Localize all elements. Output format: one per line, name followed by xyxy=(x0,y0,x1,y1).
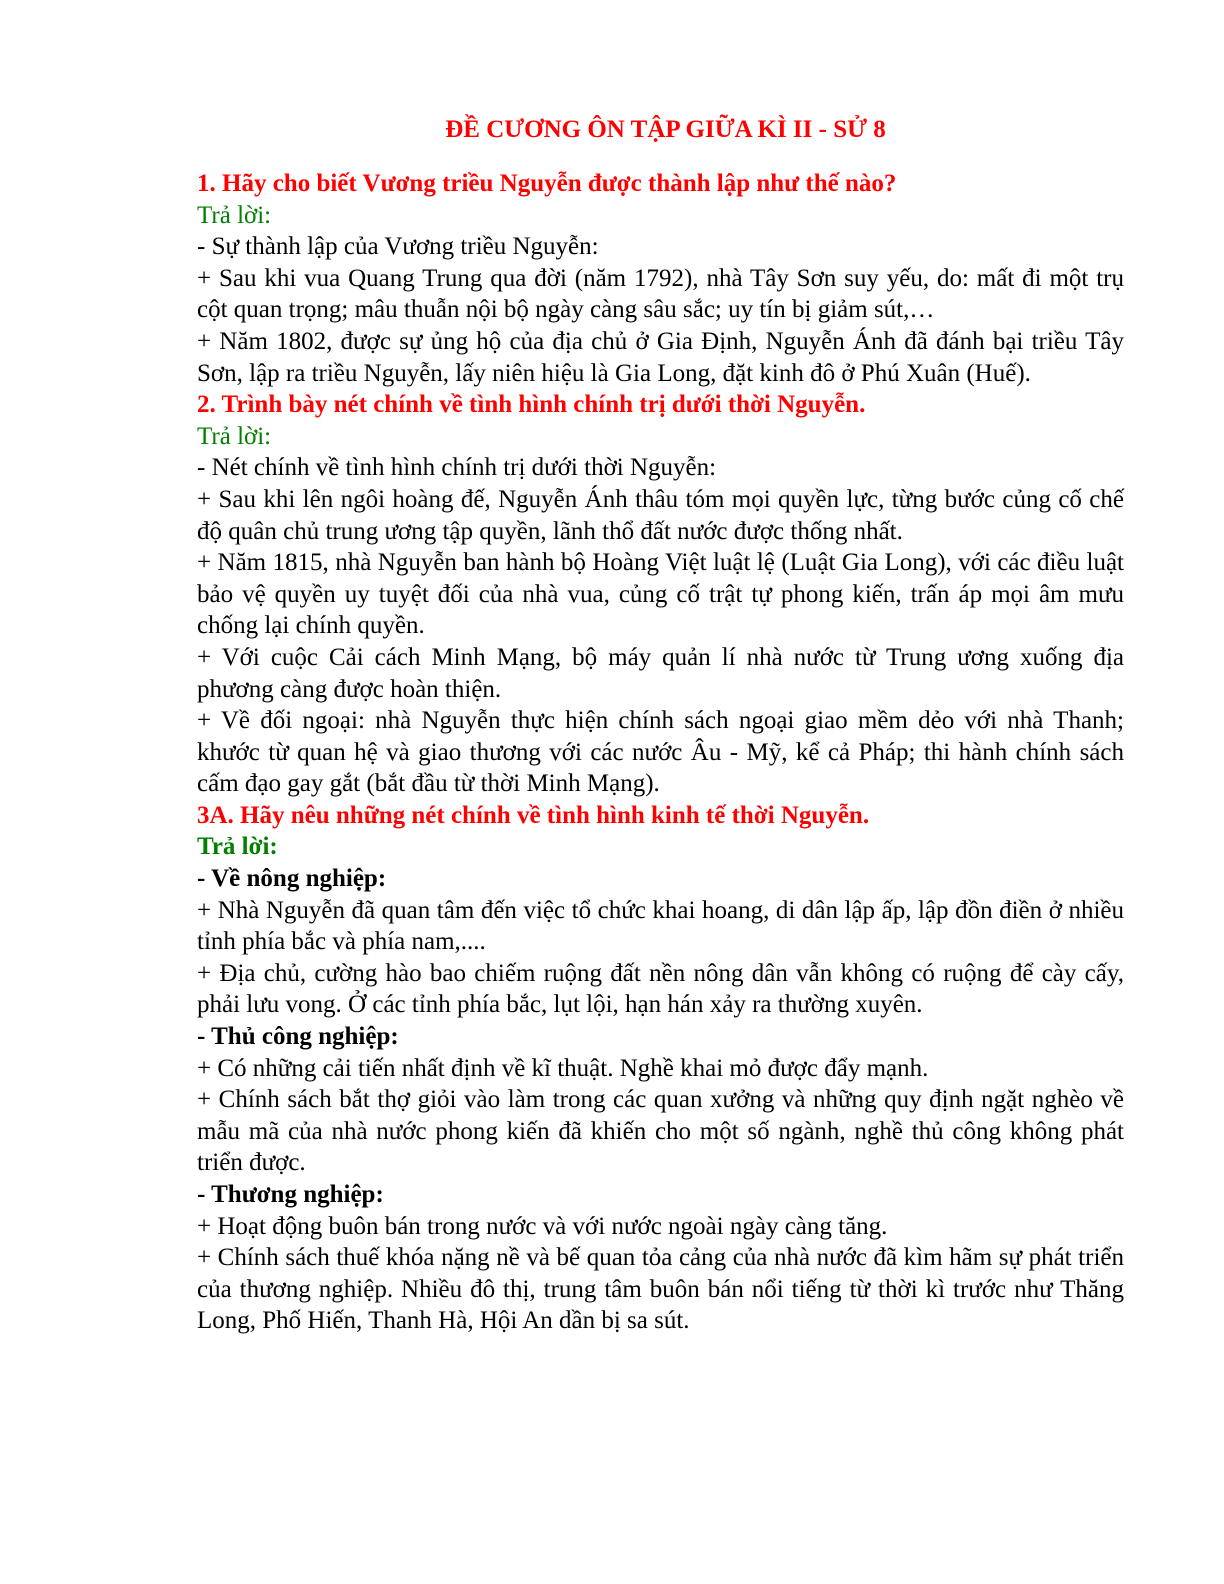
answer-line: + Nhà Nguyễn đã quan tâm đến việc tổ chức khai hoang, di dân lập ấp, lập đồn điền ở nhiều tỉnh phía bắc và phía nam,.... xyxy=(197,896,1124,956)
answer-line: + Sau khi vua Quang Trung qua đời (năm 1792), nhà Tây Sơn suy yếu, do: mất đi một trụ cột quan trọng; mâu thuẫn nội bộ ngày càng sâu sắc; uy tín bị giảm sút,… xyxy=(197,264,1124,324)
question-1-block xyxy=(197,168,1124,389)
answer-line: + Sau khi lên ngôi hoàng đế, Nguyễn Ánh thâu tóm mọi quyền lực, từng bước củng cố chế độ quân chủ trung ương tập quyền, lãnh thổ đất nước được thống nhất. xyxy=(197,485,1124,545)
question-1: 1. Hãy cho biết Vương triều Nguyễn được thành lập như thế nào? xyxy=(197,170,897,197)
document-title: ĐỀ CƯƠNG ÔN TẬP GIỮA KÌ II - SỬ 8 xyxy=(445,116,886,143)
answer-line: - Sự thành lập của Vương triều Nguyễn: xyxy=(197,233,599,261)
question-3-block xyxy=(197,800,1124,1337)
section-heading-commerce: - Thương nghiệp: xyxy=(197,1181,384,1208)
section-heading-agriculture: - Về nông nghiệp: xyxy=(197,865,387,893)
answer-line: + Hoạt động buôn bán trong nước và với nước ngoài ngày càng tăng. xyxy=(197,1212,888,1240)
question-2-block xyxy=(197,389,1124,800)
answer-label-3: Trả lời: xyxy=(197,833,278,861)
question-2: 2. Trình bày nét chính về tình hình chính trị dưới thời Nguyễn. xyxy=(197,391,866,419)
answer-line: + Về đối ngoại: nhà Nguyễn thực hiện chính sách ngoại giao mềm dẻo với nhà Thanh; khước từ quan hệ và giao thương với các nước Âu - Mỹ, kể cả Pháp; thi hành chính sách cấm đạo gay gắt (bắt đầu từ thời Minh Mạng). xyxy=(197,707,1124,798)
answer-line: + Có những cải tiến nhất định về kĩ thuật. Nghề khai mỏ được đẩy mạnh. xyxy=(197,1054,929,1082)
answer-line: + Địa chủ, cường hào bao chiếm ruộng đất nền nông dân vẫn không có ruộng để cày cấy, phải lưu vong. Ở các tỉnh phía bắc, lụt lội, hạn hán xảy ra thường xuyên. xyxy=(197,959,1124,1019)
document-page xyxy=(197,112,1124,1337)
answer-line: - Nét chính về tình hình chính trị dưới thời Nguyễn: xyxy=(197,454,717,482)
answer-line: + Chính sách bắt thợ giỏi vào làm trong các quan xưởng và những quy định ngặt nghèo về mẫu mã của nhà nước phong kiến đã khiến cho một số ngành, nghề thủ công không phát triển được. xyxy=(197,1086,1124,1177)
answer-line: + Với cuộc Cải cách Minh Mạng, bộ máy quản lí nhà nước từ Trung ương xuống địa phương càng được hoàn thiện. xyxy=(197,643,1124,703)
question-3: 3A. Hãy nêu những nét chính về tình hình kinh tế thời Nguyễn. xyxy=(197,801,870,829)
answer-label-1: Trả lời: xyxy=(197,201,272,229)
answer-line: + Chính sách thuế khóa nặng nề và bế quan tỏa cảng của nhà nước đã kìm hãm sự phát triển của thương nghiệp. Nhiều đô thị, trung tâm buôn bán nổi tiếng từ thời kì trước như Thăng Long, Phố Hiến, Thanh Hà, Hội An dần bị sa sút. xyxy=(197,1244,1124,1335)
answer-label-2: Trả lời: xyxy=(197,422,272,450)
answer-line: + Năm 1815, nhà Nguyễn ban hành bộ Hoàng Việt luật lệ (Luật Gia Long), với các điều luật bảo vệ quyền uy tuyệt đối của nhà vua, củng cố trật tự phong kiến, trấn áp mọi âm mưu chống lại chính quyền. xyxy=(197,549,1124,640)
section-heading-handicraft: - Thủ công nghiệp: xyxy=(197,1023,399,1051)
answer-line: + Năm 1802, được sự ủng hộ của địa chủ ở Gia Định, Nguyễn Ánh đã đánh bại triều Tây Sơn, lập ra triều Nguyễn, lấy niên hiệu là Gia Long, đặt kinh đô ở Phú Xuân (Huế). xyxy=(197,327,1124,387)
